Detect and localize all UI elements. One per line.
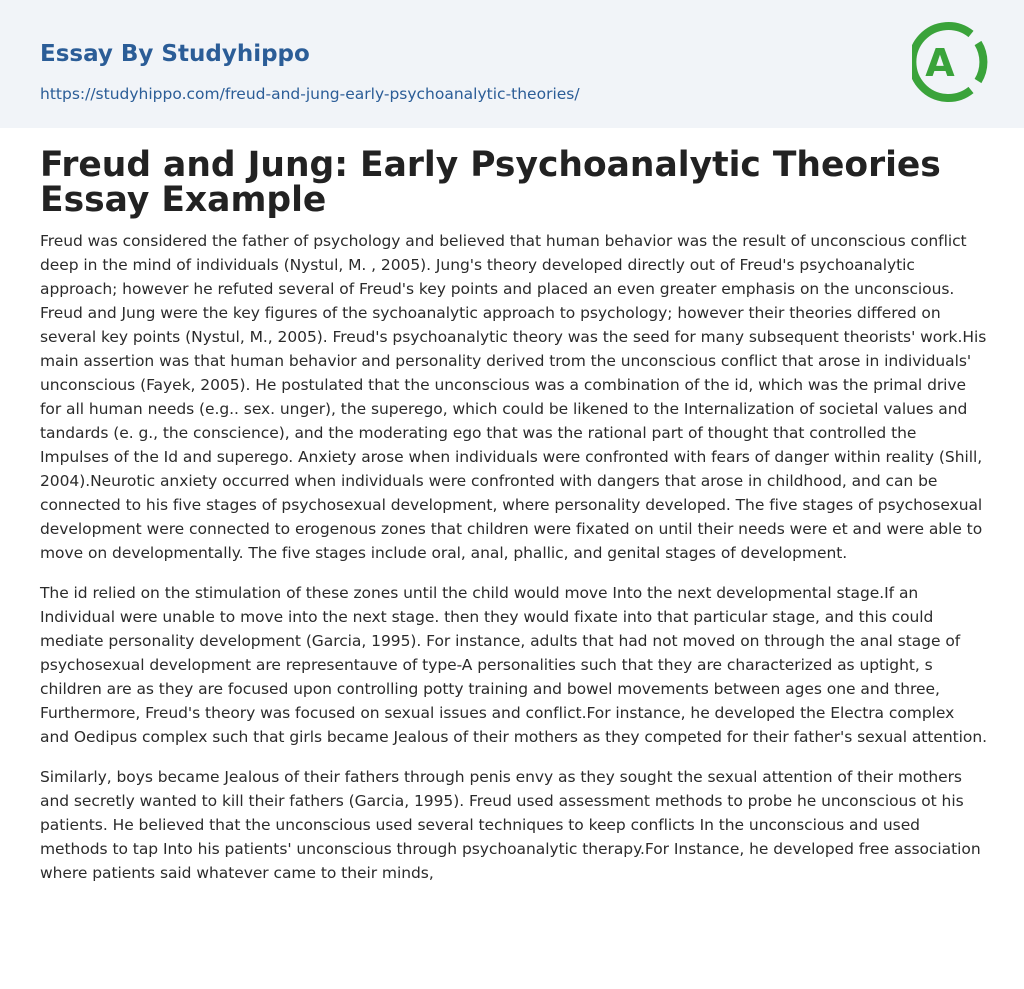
page-title: Freud and Jung: Early Psychoanalytic Theories Essay Example	[40, 145, 941, 220]
page-url-link[interactable]: https://studyhippo.com/freud-and-jung-early-psychoanalytic-theories/	[40, 85, 580, 103]
logo-ring-right	[978, 43, 983, 81]
site-header	[0, 0, 1024, 128]
paragraph-2: The id relied on the stimulation of these zones until the child would move Into the next developmental stage.If an Individual were unable to move into the next stage. then they would fixate into that particular stage, and this could mediate personality development (Garcia, 1995). For instance, adults that had not moved on through the anal stage of psychosexual development are representauve of type-A personalities such that they are characterized as uptight, s children are as they are focused upon controlling potty training and bowel movements between ages one and three, Furthermore, Freud's theory was focused on sexual issues and conflict.For instance, he developed the Electra complex and Oedipus complex such that girls became Jealous of their mothers as they competed for their father's sexual attention.	[40, 584, 987, 746]
paragraph-3: Similarly, boys became Jealous of their fathers through penis envy as they sought the sexual attention of their mothers and secretly wanted to kill their fathers (Garcia, 1995). Freud used assessment methods to probe he unconscious ot his patients. He believed that the unconscious used several techniques to keep conflicts In the unconscious and used methods to tap Into his patients' unconscious through psychoanalytic therapy.For Instance, he developed free association where patients said whatever came to their minds,	[40, 768, 981, 882]
studyhippo-logo-icon[interactable]	[912, 18, 988, 106]
logo-letter: A	[925, 41, 955, 85]
paragraph-1: Freud was considered the father of psychology and believed that human behavior was the result of unconscious conflict deep in the mind of individuals (Nystul, M. , 2005). Jung's theory developed directly out of Freud's psychoanalytic approach; however he refuted several of Freud's key points and placed an even greater emphasis on the unconscious. Freud and Jung were the key figures of the sychoanalytic approach to psychology; however their theories differed on several key points (Nystul, M., 2005). Freud's psychoanalytic theory was the seed for many subsequent theorists' work.His main assertion was that human behavior and personality derived trom the unconscious conflict that arose in individuals' unconscious (Fayek, 2005). He postulated that the unconscious was a combination of the id, which was the primal drive for all human needs (e.g.. sex. unger), the superego, which could be likened to the Internalization of societal values and tandards (e. g., the conscience), and the moderating ego that was the rational part of thought that controlled the Impulses of the Id and superego. Anxiety arose when individuals were confronted with fears of danger within reality (Shill, 2004).Neurotic anxiety occurred when individuals were confronted with dangers that arose in childhood, and can be connected to his five stages of psychosexual development, where personality developed. The five stages of psychosexual development were connected to erogenous zones that children were fixated on until their needs were et and were able to move on developmentally. The five stages include oral, anal, phallic, and genital stages of development.	[40, 232, 987, 562]
article-body	[40, 229, 988, 901]
site-brand[interactable]: Essay By Studyhippo	[40, 41, 310, 67]
